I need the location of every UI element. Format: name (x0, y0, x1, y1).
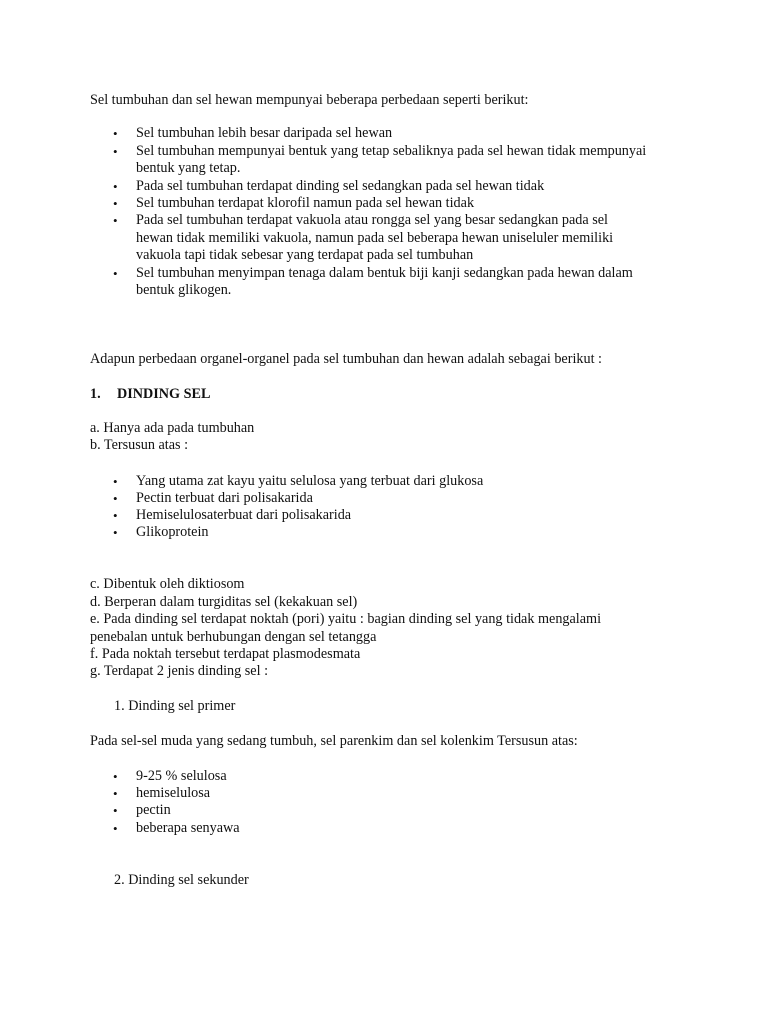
composition-item: Pectin terbuat dari polisakarida (136, 490, 313, 506)
bullet-icon: • (113, 126, 118, 141)
difference-item-cont: bentuk yang tetap. (136, 160, 241, 176)
primer-item: beberapa senyawa (136, 820, 240, 836)
bullet-icon: • (113, 786, 118, 801)
sekunder-title: 2. Dinding sel sekunder (114, 872, 249, 888)
primer-title: 1. Dinding sel primer (114, 698, 236, 714)
section-item-b: b. Tersusun atas : (90, 437, 189, 453)
difference-item: Sel tumbuhan lebih besar daripada sel hewan (136, 125, 393, 141)
bullet-icon: • (113, 769, 118, 784)
bullet-icon: • (113, 266, 118, 281)
primer-item: hemiselulosa (136, 785, 211, 801)
bullet-icon: • (113, 525, 118, 540)
bullet-icon: • (113, 508, 118, 523)
difference-item: Sel tumbuhan menyimpan tenaga dalam bentuk biji kanji sedangkan pada hewan dalam (136, 265, 633, 281)
difference-item-cont: bentuk glikogen. (136, 282, 232, 298)
bullet-icon: • (113, 144, 118, 159)
bullet-icon: • (113, 474, 118, 489)
composition-item: Glikoprotein (136, 524, 209, 540)
difference-item-cont: hewan tidak memiliki vakuola, namun pada sel beberapa hewan uniseluler memiliki (136, 230, 614, 246)
section-item-e: e. Pada dinding sel terdapat noktah (pori) yaitu : bagian dinding sel yang tidak mengalami (90, 611, 602, 627)
section-item-d: d. Berperan dalam turgiditas sel (kekakuan sel) (90, 594, 358, 610)
section-title: DINDING SEL (117, 386, 211, 402)
section-number: 1. (90, 386, 101, 402)
difference-item: Pada sel tumbuhan terdapat vakuola atau rongga sel yang besar sedangkan pada sel (136, 212, 608, 228)
section-item-c: c. Dibentuk oleh diktiosom (90, 576, 245, 592)
bullet-icon: • (113, 213, 118, 228)
bullet-icon: • (113, 179, 118, 194)
primer-item: 9-25 % selulosa (136, 768, 227, 784)
difference-item: Sel tumbuhan terdapat klorofil namun pada sel hewan tidak (136, 195, 475, 211)
bullet-icon: • (113, 196, 118, 211)
organel-intro-text: Adapun perbedaan organel-organel pada sel tumbuhan dan hewan adalah sebagai berikut : (90, 351, 603, 367)
composition-item: Yang utama zat kayu yaitu selulosa yang terbuat dari glukosa (136, 473, 484, 489)
difference-item: Pada sel tumbuhan terdapat dinding sel sedangkan pada sel hewan tidak (136, 178, 545, 194)
difference-item-cont: vakuola tapi tidak sebesar yang terdapat pada sel tumbuhan (136, 247, 474, 263)
section-item-e-cont: penebalan untuk berhubungan dengan sel tetangga (90, 629, 377, 645)
difference-item: Sel tumbuhan mempunyai bentuk yang tetap sebaliknya pada sel hewan tidak mempunyai (136, 143, 647, 159)
primer-description: Pada sel-sel muda yang sedang tumbuh, sel parenkim dan sel kolenkim Tersusun atas: (90, 733, 578, 749)
section-item-g: g. Terdapat 2 jenis dinding sel : (90, 663, 269, 679)
bullet-icon: • (113, 491, 118, 506)
primer-item: pectin (136, 802, 171, 818)
composition-item: Hemiselulosaterbuat dari polisakarida (136, 507, 352, 523)
bullet-icon: • (113, 803, 118, 818)
section-item-a: a. Hanya ada pada tumbuhan (90, 420, 255, 436)
section-item-f: f. Pada noktah tersebut terdapat plasmodesmata (90, 646, 361, 662)
intro-text: Sel tumbuhan dan sel hewan mempunyai beberapa perbedaan seperti berikut: (90, 92, 529, 108)
bullet-icon: • (113, 821, 118, 836)
